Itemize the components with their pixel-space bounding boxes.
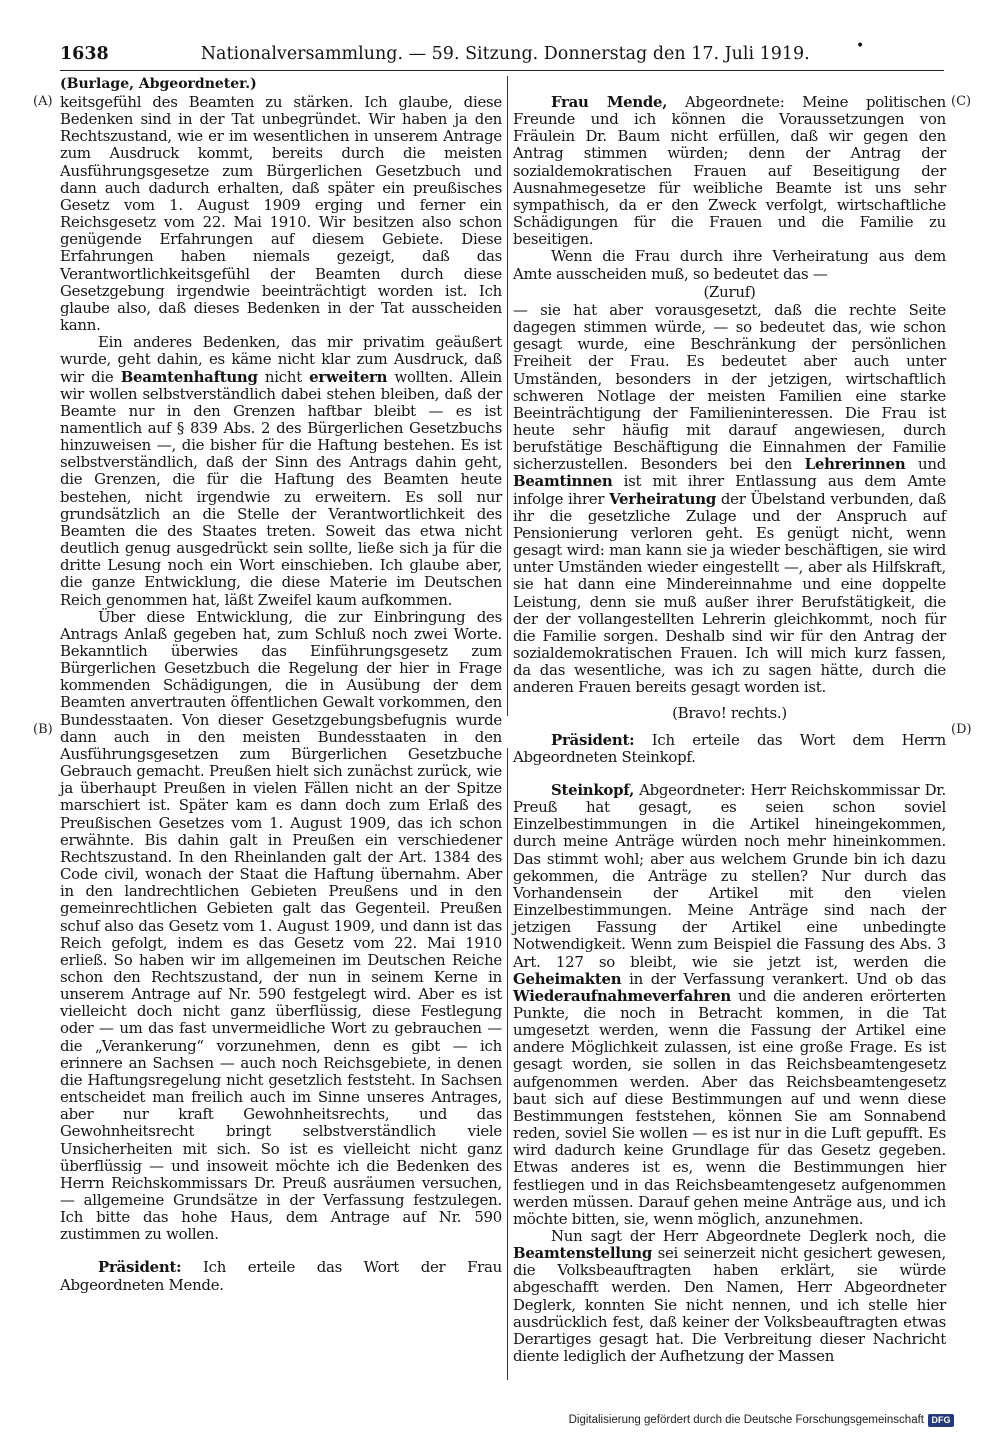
margin-marker-c: (C) — [951, 94, 972, 109]
header-title: Nationalversammlung. — 59. Sitzung. Donnerstag den 17. Juli 1919. — [200, 44, 810, 64]
speaker-paragraph: Steinkopf, Abgeordneter: Herr Reichskommissar Dr. Preuß hat gesagt, es seien schon soviel Einzelbestimmungen in die Artikel hineingekommen, durch meine Anträge würden noch mehr hineinkommen. Das stimmt wohl; aber aus welchem Grunde bin ich dazu gekommen, die Anträge zu stellen? Nur durch das Vorhandensein der Artikel mit den vielen Einzelbestimmungen. Meine Anträge sind nach der jetzigen Fassung der Artikel eine unbedingte Notwendigkeit. Wenn zum Beispiel die Fassung des Abs. 3 Art. 127 so bleibt, wie sie jetzt ist, werden die Geheimakten in der Verfassung verankert. Und ob das Wiederaufnahmeverfahren und die anderen erörterten Punkte, die noch in Betracht kommen, in die Tat umgesetzt werden, wenn die Fassung der Artikel eine andere Möglichkeit zulassen, ist eine große Frage. Es ist gesagt worden, sie sollen in das Reichsbeamtengesetz aufgenommen werden. Aber das Reichsbeamtengesetz baut sich auf diese Bestimmungen auf und wenn diese Bestimmungen feststehen, können Sie am Sonnabend reden, soviel Sie wollen — es ist nur in die Luft gepufft. Es wird dadurch keine Grundlage für das Gesetz gegeben. Etwas anderes ist es, wenn die Bestimmungen hier festliegen und in das Reichsbeamtengesetz aufgenommen werden müssen. Darauf gehen meine Anträge aus, und ich möchte bitten, sie, wenn möglich, anzunehmen. — [513, 780, 947, 1228]
speaker-name: Präsident: — [98, 1258, 182, 1277]
margin-marker-b: (B) — [33, 722, 53, 737]
column-divider-bottom — [507, 748, 508, 1380]
dfg-logo: DFG — [928, 1414, 954, 1427]
paragraph: Über diese Entwicklung, die zur Einbringung des Antrags Anlaß gegeben hat, zum Schluß noch zwei Worte. Bekanntlich überwies das Einführungsgesetz zum Bürgerlichen Gesetzbuch die Regelung der hier in Frage kommenden Schädigungen, die in Ausübung der dem Beamten anvertrauten öffentlichen Gewalt vorkommen, den Bundesstaaten. Von dieser Gesetzgebungsbefugnis wurde dann auch in den meisten Bundesstaaten in den Ausführungsgesetzen zum Bürgerlichen Gesetzbuche Gebrauch gemacht. Preußen hielt sich zunächst zurück, wie ja überhaupt Preußen in vielen Fällen nicht an der Spitze marschiert ist. Später kam es dann doch zum Erlaß des Preußischen Gesetzes vom 1. August 1909, das ich schon erwähnte. Bis dahin galt in Preußen ein verschiedener Rechtszustand. In den Rheinlanden galt der Art. 1384 des Code civil, wonach der Staat die Haftung übernahm. Aber in den landrechtlichen Gebieten Preußens und in den gemeinrechtlichen Gebieten galt das Gegenteil. Preußen schuf also das Gesetz vom 1. August 1909, und dann ist das Reich gefolgt, indem es das Gesetz vom 22. Mai 1910 erließ. So haben wir im allgemeinen im Deutschen Reiche schon den Rechtszustand, der nun in seinem Kerne in unserem Antrage auf Nr. 590 festgelegt wird. Aber es ist vielleicht doch nicht ganz überflüssig, diese Festlegung oder — um das fast unvermeidliche Wort zu gebrauchen — die „Verankerung“ vorzunehmen, denn es gibt — ich erinnere an Sachsen — auch noch Reichsgebiete, in denen die Haftungsregelung nicht gesetzlich feststeht. In Sachsen entscheidet man freilich auch im Sinne unseres Antrages, aber nur kraft Gewohnheitsrechts, und das Gewohnheitsrecht bringt selbstverständlich viele Unsicherheiten mit sich. So ist es vielleicht nicht ganz überflüssig — und insoweit möchte ich die Bedenken des Herrn Reichskommissars Dr. Preuß ausräumen versuchen, — allgemeine Grundsätze in der Verfassung festzulegen. Ich bitte das hohe Haus, dem Antrage auf Nr. 590 zustimmen zu wollen. — [60, 607, 502, 1244]
page-number: 1638 — [60, 44, 109, 64]
interjection: (Zuruf) — [703, 282, 756, 301]
emphasis: Geheimakten — [513, 969, 622, 988]
footer-credit: Digitalisierung gefördert durch die Deutsche Forschungsgemeinschaft — [568, 1414, 924, 1426]
right-column — [513, 76, 946, 1365]
digitization-footer — [534, 1412, 954, 1428]
emphasis: Beamtenstellung — [513, 1244, 653, 1263]
paragraph: keitsgefühl des Beamten zu stärken. Ich glaube, diese Bedenken sind in der Tat unbegründet. Wir haben ja den Rechtszustand, wie er im wesentlichen in unserem Antrage zum Ausdruck kommt, bereits durch die meisten Ausführungsgesetze zum Bürgerlichen Gesetzbuch und dann auch dadurch erhalten, daß später ein preußisches Gesetz vom 1. August 1909 erging und ferner ein Reichsgesetz vom 22. Mai 1910. Wir besitzen also schon genügende Erfahrungen auf diesem Gebiete. Diese Erfahrungen haben niemals gezeigt, daß das Verantwortlichkeitsgefühl der Beamten durch diese Gesetzgebung irgendwie beeinträchtigt worden ist. Ich glaube also, daß dieses Bedenken in der Tat ausscheiden kann. — [60, 93, 502, 335]
emphasis: Beamtinnen — [513, 472, 613, 491]
paragraph: — sie hat aber vorausgesetzt, daß die rechte Seite dagegen stimmen würde, — so bedeutet das, wie schon gesagt wurde, eine Beschränkung der persönlichen Freiheit der Frau. Es bedeutet aber auch unter Umständen, besonders in der jetzigen, wirtschaftlich schweren Notlage der meisten Familien eine starke Beeinträchtigung der Familieninteressen. Die Frau ist heute sehr häufig mit darauf angewiesen, durch berufstätige Beschäftigung die Einnahmen der Familie sicherzustellen. Besonders bei den Lehrerinnen und Beamtinnen ist mit ihrer Entlassung aus dem Amte infolge ihrer Verheiratung der Übelstand verbunden, daß ihr die gesetzliche Zulage und der Anspruch auf Pensionierung verloren geht. Es genügt nicht, wenn gesagt wird: man kann sie ja wieder beschäftigen, sie wird unter Umständen wieder eingestellt —, aber als Hilfskraft, sie hat dann eine Mindereinnahme und eine doppelte Leistung, denn sie muß außer ihrer Berufstätigkeit, die der der vollangestellten Lehrerin gleichkommt, noch für die Familie sorgen. Deshalb sind wir für den Antrag der sozialdemokratischen Frauen. Ich will mich kurz fassen, da das wesentliche, was ich zu sagen hätte, durch die anderen Frauen bereits gesagt worden ist. — [513, 300, 947, 697]
speaker-paragraph: Frau Mende, Abgeordnete: Meine politischen Freunde und ich können die Voraussetzungen von Fräulein Dr. Baum nicht erfüllen, daß wir gegen den Antrag stimmen würden; denn der Antrag der sozialdemokratischen Frauen auf Beseitigung der Ausnahmegesetze für weibliche Beamte ist uns sehr sympathisch, da er den Zweck verfolgt, wirtschaftliche Schädigungen für die Frauen und die Familie zu beseitigen. — [513, 93, 946, 249]
speaker-paragraph: Präsident: Ich erteile das Wort dem Herrn Abgeordneten Steinkopf. — [513, 730, 947, 766]
speaker-paragraph: Präsident: Ich erteile das Wort der Frau Abgeordneten Mende. — [60, 1258, 502, 1294]
emphasis: Wiederaufnahmeverfahren — [513, 986, 731, 1005]
emphasis: Verheiratung — [609, 489, 716, 508]
emphasis: erweitern — [309, 367, 388, 386]
emphasis: Lehrerinnen — [804, 455, 906, 474]
margin-marker-d: (D) — [951, 722, 972, 737]
speaker-continuation-header: (Burlage, Abgeordneter.) — [60, 76, 257, 92]
speaker-name: Frau Mende, — [551, 93, 668, 111]
page-header — [60, 40, 944, 71]
page-mark: • — [856, 38, 865, 54]
speaker-name: Präsident: — [551, 730, 635, 749]
interjection: (Bravo! rechts.) — [672, 704, 787, 723]
paragraph: Ein anderes Bedenken, das mir privatim geäußert wurde, geht dahin, es käme nicht klar zum Ausdruck, daß wir die Beamtenhaftung nicht erweitern wollten. Allein wir wollen selbstverständlich dabei stehen bleiben, daß der Beamte nur in den Grenzen haftbar bleibt — es ist namentlich auf § 839 Abs. 2 des Bürgerlichen Gesetzbuchs hinzuweisen —, die bisher für die Haftung bestehen. Es ist selbstverständlich, daß der Sinn des Antrags dahin geht, die Grenzen, die für die Haftung des Beamten heute bestehen, nicht irgendwie zu erweitern. Es soll nur grundsätzlich an die Stelle der Verantwortlichkeit des Beamten die des Staates treten. Soweit das etwa nicht deutlich genug ausgedrückt sein sollte, ließe sich ja für die dritte Lesung noch ein Wort einschieben. Ich glaube aber, die ganze Entwicklung, die diese Materie im Deutschen Reich genommen hat, läßt Zweifel kaum aufkommen. — [60, 333, 502, 609]
emphasis: Beamtenhaftung — [120, 367, 258, 386]
left-column — [60, 76, 502, 1294]
column-divider-top — [507, 76, 508, 716]
paragraph: Nun sagt der Herr Abgeordnete Deglerk noch, die Beamtenstellung sei seinerzeit nicht gesichert gewesen, die Volksbeauftragten haben erklärt, sie würde abgeschafft werden. Den Namen, Herr Abgeordneter Deglerk, konnten Sie nicht nennen, und ich stelle hier ausdrücklich fest, daß keiner der Volksbeauftragten etwas Derartiges gesagt hat. Die Verbreitung dieser Nachricht diente lediglich der Aufhetzung der Massen — [513, 1227, 946, 1366]
margin-marker-a: (A) — [33, 94, 53, 109]
speaker-name: Steinkopf, — [551, 780, 635, 799]
paragraph: Wenn die Frau durch ihre Verheiratung aus dem Amte ausscheiden muß, so bedeutet das — — [513, 247, 946, 283]
